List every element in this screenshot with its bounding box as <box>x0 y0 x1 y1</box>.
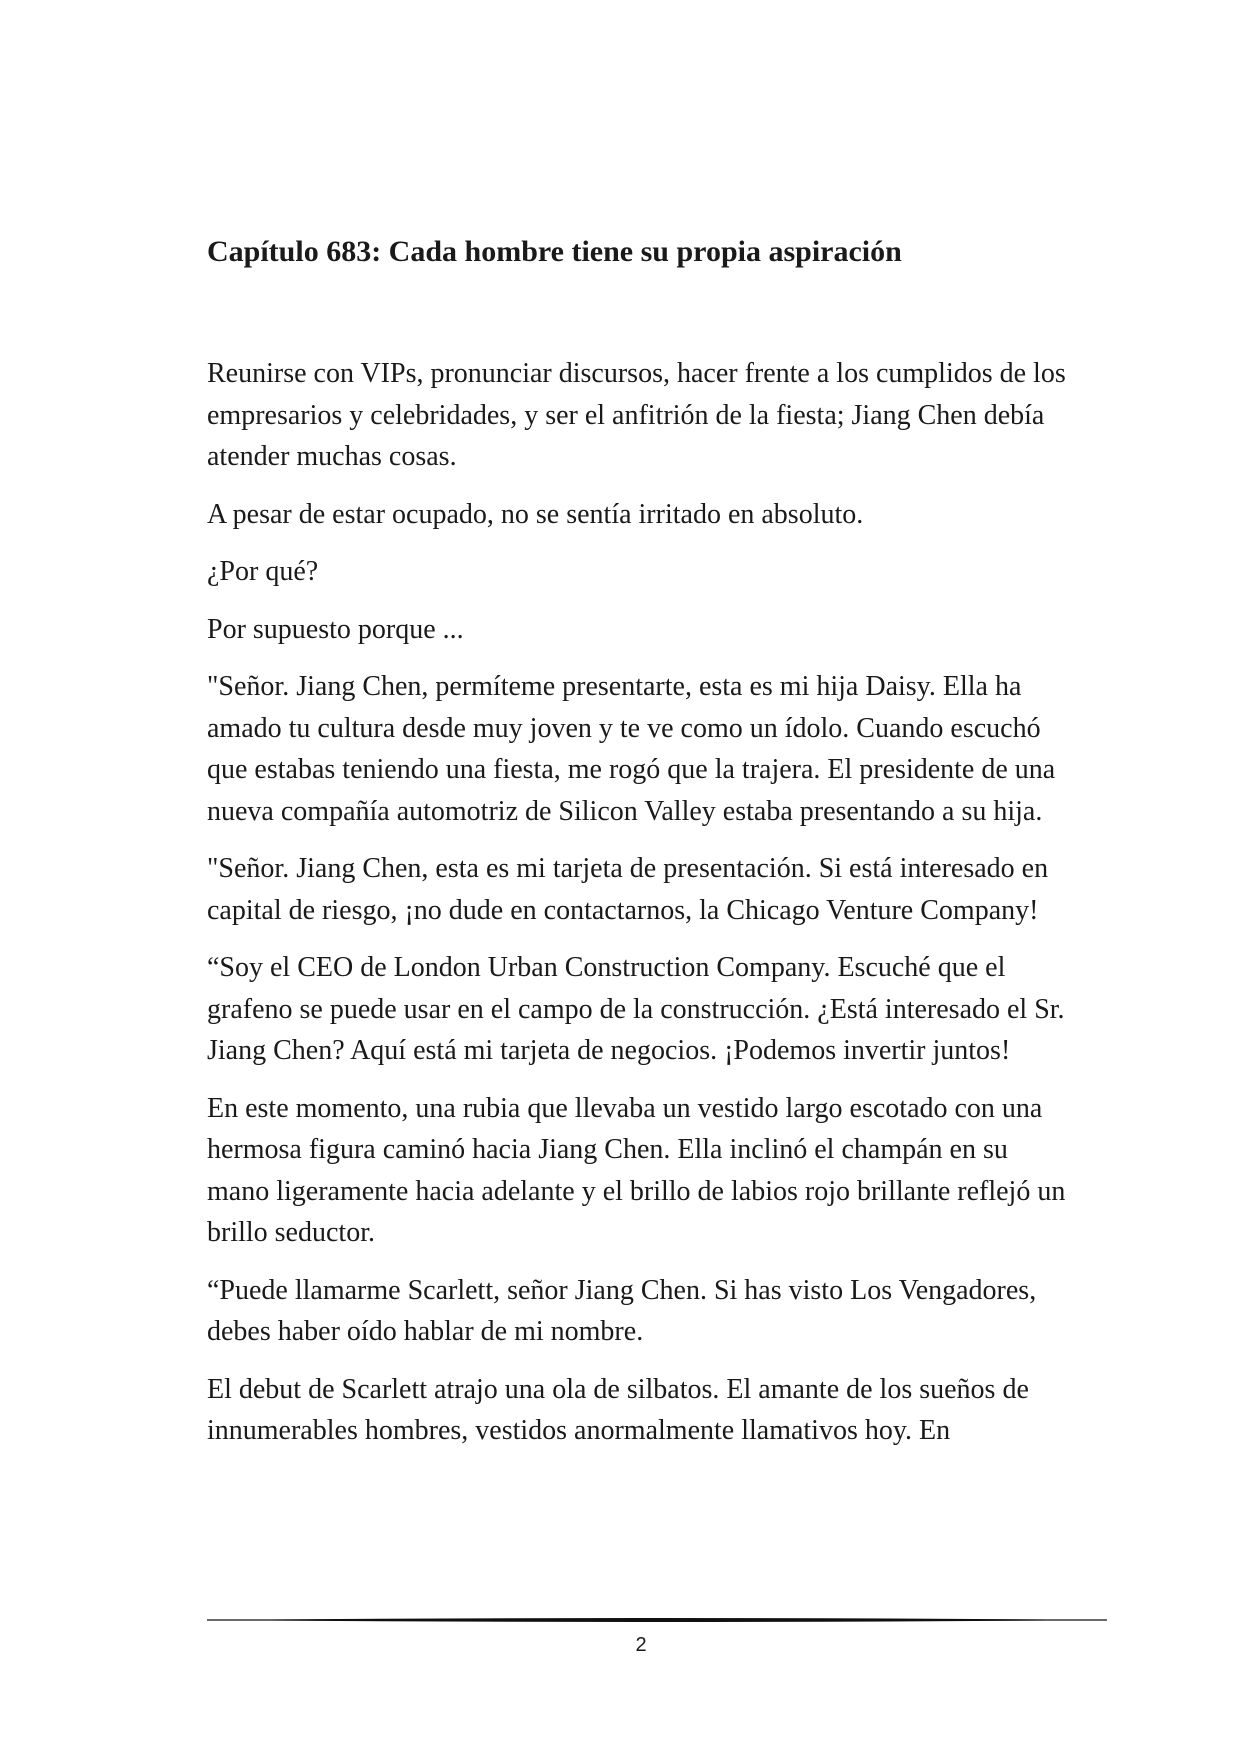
paragraph: “Puede llamarme Scarlett, señor Jiang Chen. Si has visto Los Vengadores, debes haber oído hablar de mi nombre. <box>207 1274 1037 1347</box>
paragraph: El debut de Scarlett atrajo una ola de silbatos. El amante de los sueños de innumerables hombres, vestidos anormalmente llamativos hoy. En <box>207 1373 1029 1446</box>
footer-divider <box>207 1617 1107 1623</box>
paragraph: A pesar de estar ocupado, no se sentía irritado en absoluto. <box>207 498 864 530</box>
paragraph: "Señor. Jiang Chen, permíteme presentarte, esta es mi hija Daisy. Ella ha amado tu cultura desde muy joven y te ve como un ídolo. Cuando escuchó que estabas teniendo una fiesta, me rogó que la trajera. El presidente de una nueva compañía automotriz de Silicon Valley estaba presentando a su hija. <box>207 671 1056 827</box>
chapter-title: Capítulo 683: Cada hombre tiene su propia aspiración <box>207 235 902 268</box>
page-number: 2 <box>635 1634 647 1656</box>
chapter-body <box>207 353 1067 1468</box>
paragraph: “Soy el CEO de London Urban Construction Company. Escuché que el grafeno se puede usar en el campo de la construcción. ¿Está interesado el Sr. Jiang Chen? Aquí está mi tarjeta de negocios. ¡Podemos invertir juntos! <box>207 952 1065 1066</box>
paragraph: En este momento, una rubia que llevaba un vestido largo escotado con una hermosa figura caminó hacia Jiang Chen. Ella inclinó el champán en su mano ligeramente hacia adelante y el brillo de labios rojo brillante reflejó un brillo seductor. <box>207 1092 1066 1248</box>
paragraph: Reunirse con VIPs, pronunciar discursos, hacer frente a los cumplidos de los empresarios y celebridades, y ser el anfitrión de la fiesta; Jiang Chen debía atender muchas cosas. <box>207 358 1066 472</box>
paragraph: ¿Por qué? <box>207 556 319 587</box>
paragraph: "Señor. Jiang Chen, esta es mi tarjeta de presentación. Si está interesado en capital de riesgo, ¡no dude en contactarnos, la Chicago Venture Company! <box>207 853 1049 926</box>
paragraph: Por supuesto porque ... <box>207 613 464 645</box>
